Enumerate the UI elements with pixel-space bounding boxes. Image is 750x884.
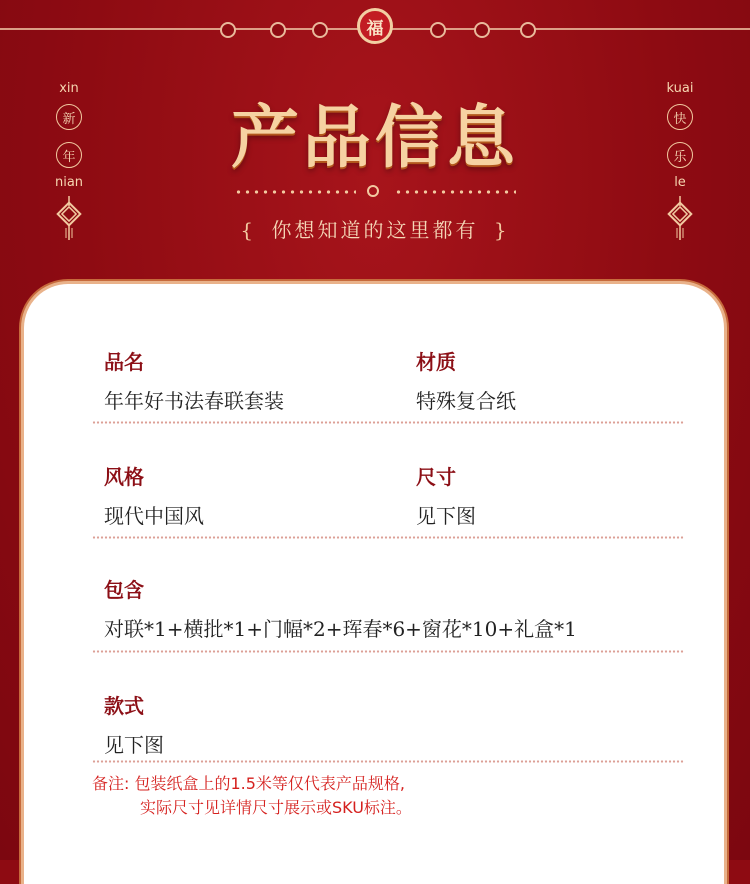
spec-label: 材质: [416, 350, 456, 374]
dotted-separator: [92, 650, 684, 653]
dotted-separator: [92, 760, 684, 763]
brace-left: {: [240, 218, 257, 242]
product-info-card: [24, 284, 724, 884]
spec-value: 年年好书法春联套装: [104, 389, 284, 413]
spec-value: 见下图: [104, 733, 164, 757]
fu-seal-icon: [357, 8, 393, 44]
rail-bead: [430, 22, 446, 38]
rail-bead: [520, 22, 536, 38]
spec-value: 对联*1+横批*1+门幅*2+珲春*6+窗花*10+礼盒*1: [104, 617, 577, 641]
title-divider-ring: [367, 185, 379, 197]
spec-contents: [104, 574, 682, 642]
pinyin-kuai: kuai: [666, 81, 694, 96]
rail-bead: [270, 22, 286, 38]
spec-label: 尺寸: [416, 465, 456, 489]
spec-material: [416, 346, 516, 414]
dotted-separator: [92, 421, 684, 424]
fu-seal-char: 福: [366, 18, 384, 39]
circle-char-le: 乐: [667, 142, 693, 168]
title-dotted-divider: [234, 190, 356, 194]
spec-size: [416, 461, 476, 529]
circle-char-nian: 年: [56, 142, 82, 168]
spec-style: [104, 461, 204, 529]
pinyin-le: le: [674, 175, 686, 190]
pinyin-nian: nian: [54, 175, 84, 190]
spec-label: 品名: [104, 350, 144, 374]
spec-value: 见下图: [416, 504, 476, 528]
page-subtitle: [0, 214, 750, 243]
rail-bead: [220, 22, 236, 38]
title-dotted-divider: [394, 190, 516, 194]
circle-char-kuai: 快: [667, 104, 693, 130]
circle-char-xin: 新: [56, 104, 82, 130]
spec-value: 特殊复合纸: [416, 389, 516, 413]
spec-label: 风格: [104, 465, 144, 489]
spec-name: [104, 346, 284, 414]
page-title: 产品信息: [230, 98, 519, 178]
dotted-separator: [92, 536, 684, 539]
packaging-note: [92, 772, 412, 820]
spec-label: 款式: [104, 694, 144, 718]
note-line-1: 备注: 包装纸盒上的1.5米等仅代表产品规格,: [92, 774, 406, 793]
spec-variant: [104, 690, 164, 758]
spec-label: 包含: [104, 578, 144, 602]
rail-bead: [474, 22, 490, 38]
subtitle-text: 你想知道的这里都有: [271, 218, 479, 242]
pinyin-xin: xin: [59, 81, 79, 96]
note-line-2: 实际尺寸见详情尺寸展示或SKU标注。: [140, 798, 412, 817]
rail-bead: [312, 22, 328, 38]
brace-right: }: [493, 218, 510, 242]
spec-value: 现代中国风: [104, 504, 204, 528]
